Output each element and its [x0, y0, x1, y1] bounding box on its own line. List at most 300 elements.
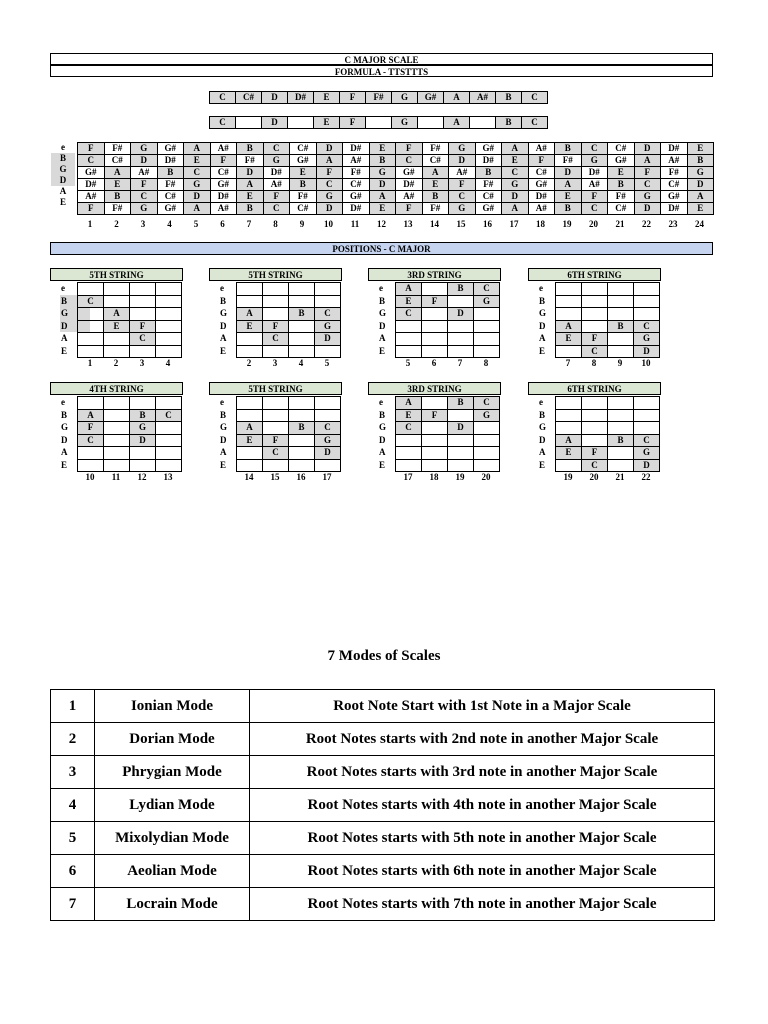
string-label: B [539, 295, 546, 306]
fret-number: 10 [324, 219, 333, 229]
fret-cell: G [449, 203, 476, 215]
position-row [78, 295, 182, 308]
fret-cell: B [237, 143, 264, 155]
position-cell [396, 434, 422, 447]
string-label: G [60, 307, 90, 320]
fret-cell: F [449, 179, 476, 191]
position-row [237, 308, 341, 321]
fret-number: 21 [615, 219, 625, 229]
string-label: D [60, 320, 90, 333]
position-row [556, 409, 660, 422]
fret-cell: E [687, 143, 714, 155]
position-cell: F [422, 409, 448, 422]
string-label: A [61, 333, 68, 343]
position-cell [78, 345, 104, 358]
note-cell: B [496, 92, 522, 104]
fret-cell: A# [78, 191, 105, 203]
note-cell: F# [366, 92, 392, 104]
fret-cell: F [78, 203, 105, 215]
fret-cell: E [608, 167, 635, 179]
fret-cell: C# [608, 203, 635, 215]
position-cell [315, 295, 341, 308]
position-cell [422, 422, 448, 435]
string-label: E [61, 345, 68, 356]
note-cell [418, 117, 444, 129]
scale-title: C MAJOR SCALE [50, 53, 713, 65]
fret-number: 1 [87, 219, 93, 229]
fret-cell: G [263, 155, 290, 167]
string-label: B [60, 295, 90, 308]
position-cell [156, 283, 182, 296]
position-row [396, 333, 500, 346]
position-row [237, 295, 341, 308]
mode-description: Root Notes starts with 4th note in another Major Scale [250, 789, 715, 822]
position-cell [130, 397, 156, 410]
fret-cell: C [449, 191, 476, 203]
position-row [556, 345, 660, 358]
position-cell [156, 434, 182, 447]
fret-cell: F [528, 155, 555, 167]
fret-cell: C [263, 203, 290, 215]
fretboard-row [78, 203, 714, 215]
fret-cell: F# [475, 179, 502, 191]
fret-cell: F [634, 167, 661, 179]
fret-cell: C# [290, 203, 317, 215]
fret-cell: E [184, 155, 211, 167]
mode-number: 3 [51, 756, 95, 789]
fret-cell: A# [263, 179, 290, 191]
position-cell [396, 459, 422, 472]
fret-cell: E [104, 179, 131, 191]
position-row [237, 422, 341, 435]
position-box-frets [77, 472, 183, 482]
fret-cell: D# [343, 143, 370, 155]
fret-cell: F [78, 143, 105, 155]
fret-number: 24 [695, 219, 704, 229]
fret-cell: B [237, 203, 264, 215]
position-box-title: 5TH STRING [209, 268, 342, 281]
string-label: E [539, 345, 546, 356]
position-cell [130, 295, 156, 308]
fret-cell: G# [528, 179, 555, 191]
position-row [78, 447, 182, 460]
position-cell [422, 434, 448, 447]
position-cell [634, 308, 660, 321]
fret-number: 13 [163, 472, 173, 482]
string-label: e [539, 283, 543, 293]
position-cell: C [78, 434, 104, 447]
fret-number: 5 [324, 358, 330, 368]
position-cell [289, 283, 315, 296]
position-row [237, 283, 341, 296]
position-cell [104, 333, 130, 346]
fret-cell: G# [661, 191, 688, 203]
fretboard-row [78, 191, 714, 203]
position-box [50, 382, 210, 486]
position-row [237, 447, 341, 460]
note-cell: A [444, 92, 470, 104]
note-row [210, 117, 548, 129]
position-cell: C [396, 422, 422, 435]
position-row [78, 333, 182, 346]
position-cell [156, 295, 182, 308]
position-cell [289, 333, 315, 346]
position-row [396, 459, 500, 472]
position-cell [156, 345, 182, 358]
position-cell [289, 447, 315, 460]
fret-cell: A [316, 155, 343, 167]
position-box-title: 6TH STRING [528, 382, 661, 395]
position-cell: E [237, 434, 263, 447]
position-cell [104, 283, 130, 296]
fret-cell: G# [210, 179, 237, 191]
position-cell [474, 345, 500, 358]
fret-number: 19 [563, 472, 573, 482]
fret-cell: F# [157, 179, 184, 191]
position-cell [263, 459, 289, 472]
string-label: e [379, 283, 383, 293]
mode-name: Phrygian Mode [95, 756, 250, 789]
string-label: A [220, 447, 227, 457]
string-label: E [220, 459, 227, 470]
fret-cell: D [131, 155, 158, 167]
fret-cell: F [316, 167, 343, 179]
fret-cell: A [502, 143, 529, 155]
string-label: E [61, 459, 68, 470]
position-box-frets [395, 472, 501, 482]
position-cell [396, 320, 422, 333]
fret-number: 18 [536, 219, 545, 229]
note-cell: A [444, 117, 470, 129]
fret-cell: G# [290, 155, 317, 167]
fret-number: 15 [270, 472, 280, 482]
fret-cell: A# [396, 191, 423, 203]
position-cell: E [396, 295, 422, 308]
fret-cell: D# [661, 203, 688, 215]
position-cell [582, 434, 608, 447]
position-cell [556, 397, 582, 410]
fret-number: 4 [298, 358, 304, 368]
fret-cell: C [263, 143, 290, 155]
fret-cell: A [184, 143, 211, 155]
fret-cell: A# [581, 179, 608, 191]
fret-number: 7 [246, 219, 252, 229]
position-cell [396, 447, 422, 460]
fret-cell: A# [528, 203, 555, 215]
position-cell: C [582, 345, 608, 358]
string-label: e [61, 397, 65, 407]
fret-number: 16 [296, 472, 306, 482]
fret-cell: A# [210, 203, 237, 215]
position-cell [608, 459, 634, 472]
position-row [78, 283, 182, 296]
string-label: A [379, 447, 386, 457]
position-cell [156, 308, 182, 321]
fret-cell: G# [396, 167, 423, 179]
position-cell [78, 459, 104, 472]
position-row [396, 320, 500, 333]
position-cell: A [556, 320, 582, 333]
note-cell: D [262, 117, 288, 129]
position-cell: F [263, 320, 289, 333]
position-row [396, 283, 500, 296]
fret-number: 20 [481, 472, 491, 482]
fret-cell: F# [343, 167, 370, 179]
string-label: B [379, 409, 386, 420]
fret-number: 2 [114, 219, 119, 229]
position-cell: F [582, 447, 608, 460]
position-cell [263, 345, 289, 358]
position-cell [474, 320, 500, 333]
fret-cell: G [131, 203, 158, 215]
fret-cell: A# [210, 143, 237, 155]
position-cell: G [130, 422, 156, 435]
note-cell: C [210, 117, 236, 129]
position-row [78, 422, 182, 435]
position-box-grid [555, 282, 660, 358]
fret-cell: E [687, 203, 714, 215]
mode-row [51, 723, 715, 756]
fret-cell: F# [555, 155, 582, 167]
position-cell [289, 459, 315, 472]
position-cell [448, 409, 474, 422]
position-cell: C [263, 447, 289, 460]
fret-number: 8 [483, 358, 489, 368]
position-cell [104, 422, 130, 435]
string-label: G [539, 308, 547, 318]
position-cell [448, 295, 474, 308]
string-label: E [220, 345, 227, 356]
fret-cell: D# [78, 179, 105, 191]
fret-cell: C# [343, 179, 370, 191]
position-cell [78, 283, 104, 296]
position-cell [237, 283, 263, 296]
fret-cell: D# [528, 191, 555, 203]
fret-cell: C# [290, 143, 317, 155]
fret-cell: A# [528, 143, 555, 155]
note-cell: B [496, 117, 522, 129]
fret-cell: G [316, 191, 343, 203]
fret-number: 3 [272, 358, 278, 368]
position-cell [634, 409, 660, 422]
position-cell: G [474, 295, 500, 308]
fret-cell: G [687, 167, 714, 179]
fret-cell: F# [104, 203, 131, 215]
string-label: D [379, 434, 386, 445]
fret-cell: G [449, 143, 476, 155]
fret-cell: D [369, 179, 396, 191]
fret-number: 3 [139, 358, 145, 368]
note-cell: D [262, 92, 288, 104]
string-label: D [379, 320, 386, 331]
position-cell [104, 409, 130, 422]
position-cell [422, 320, 448, 333]
position-cell [608, 422, 634, 435]
fret-number: 9 [299, 219, 305, 229]
position-box-frets [77, 358, 183, 368]
position-cell [104, 459, 130, 472]
position-cell [237, 345, 263, 358]
fret-number: 18 [429, 472, 439, 482]
fret-cell: G [581, 155, 608, 167]
position-cell [422, 283, 448, 296]
string-label: e [379, 397, 383, 407]
position-cell [422, 345, 448, 358]
fret-number: 22 [642, 219, 651, 229]
position-cell [582, 295, 608, 308]
fret-cell: A# [661, 155, 688, 167]
fret-cell: C [581, 203, 608, 215]
string-label: E [59, 197, 66, 208]
string-label: e [220, 283, 224, 293]
position-box-title: 4TH STRING [50, 382, 183, 395]
fret-number: 13 [403, 219, 413, 229]
position-cell [104, 295, 130, 308]
scale-formula: FORMULA - TTSTTTS [50, 65, 713, 77]
fret-cell: D# [396, 179, 423, 191]
position-cell: C [634, 320, 660, 333]
mode-description: Root Notes starts with 6th note in another Major Scale [250, 855, 715, 888]
position-cell [130, 345, 156, 358]
position-cell: G [315, 434, 341, 447]
position-row [556, 295, 660, 308]
position-cell [448, 459, 474, 472]
fret-number: 5 [405, 358, 411, 368]
mode-number: 6 [51, 855, 95, 888]
note-cell: D# [288, 92, 314, 104]
fret-number: 2 [246, 358, 252, 368]
mode-name: Lydian Mode [95, 789, 250, 822]
fret-cell: D [555, 167, 582, 179]
position-row [78, 409, 182, 422]
fret-number: 4 [165, 358, 171, 368]
position-cell: G [634, 333, 660, 346]
position-cell [556, 295, 582, 308]
fret-cell: E [502, 155, 529, 167]
note-cell [470, 117, 496, 129]
position-box-grid [395, 282, 500, 358]
position-cell [78, 447, 104, 460]
position-cell [237, 295, 263, 308]
fret-cell: F# [422, 203, 449, 215]
string-label: B [51, 153, 75, 164]
position-cell [156, 397, 182, 410]
position-cell [104, 434, 130, 447]
position-cell [608, 283, 634, 296]
position-row [396, 447, 500, 460]
position-cell [448, 434, 474, 447]
mode-number: 1 [51, 690, 95, 723]
fret-number: 17 [509, 219, 519, 229]
position-cell: E [556, 333, 582, 346]
fret-cell: F [396, 203, 423, 215]
position-row [556, 283, 660, 296]
fret-cell: A# [343, 155, 370, 167]
position-cell [130, 283, 156, 296]
position-box-title: 5TH STRING [50, 268, 183, 281]
position-cell [263, 409, 289, 422]
mode-row [51, 756, 715, 789]
position-cell [104, 345, 130, 358]
fret-cell: F# [104, 143, 131, 155]
fret-cell: E [369, 143, 396, 155]
fret-cell: G# [608, 155, 635, 167]
string-label: A [61, 447, 68, 457]
position-row [237, 333, 341, 346]
fret-number: 21 [615, 472, 625, 482]
position-cell [289, 295, 315, 308]
fret-cell: C [396, 155, 423, 167]
mode-description: Root Notes starts with 5th note in another Major Scale [250, 822, 715, 855]
fret-cell: B [555, 143, 582, 155]
position-cell: C [474, 283, 500, 296]
position-cell: A [104, 308, 130, 321]
fret-cell: E [422, 179, 449, 191]
string-label: A [539, 447, 546, 457]
position-cell [634, 295, 660, 308]
fret-cell: F# [661, 167, 688, 179]
position-cell [422, 397, 448, 410]
position-cell [263, 295, 289, 308]
fret-cell: C# [608, 143, 635, 155]
string-label: D [220, 320, 227, 331]
position-cell [448, 333, 474, 346]
fret-number: 7 [565, 358, 571, 368]
fret-cell: D [237, 167, 264, 179]
note-cell [236, 117, 262, 129]
note-cell: E [314, 92, 340, 104]
position-box-grid [555, 396, 660, 472]
fret-number: 6 [431, 358, 437, 368]
position-cell: A [237, 422, 263, 435]
position-cell: C [156, 409, 182, 422]
fret-cell: C# [157, 191, 184, 203]
mode-name: Locrain Mode [95, 888, 250, 921]
note-row [210, 92, 548, 104]
positions-title: POSITIONS - C MAJOR [50, 242, 713, 255]
fret-cell: C# [475, 191, 502, 203]
fret-cell: G# [475, 203, 502, 215]
fret-cell: C [316, 179, 343, 191]
position-row [237, 459, 341, 472]
position-cell: F [78, 422, 104, 435]
position-cell: C [78, 295, 104, 308]
fret-cell: G [184, 179, 211, 191]
fret-cell: A [237, 179, 264, 191]
position-cell: A [396, 283, 422, 296]
position-box-grid [395, 396, 500, 472]
fret-cell: G [131, 143, 158, 155]
fret-cell: E [555, 191, 582, 203]
position-cell: C [130, 333, 156, 346]
fretboard-row [78, 167, 714, 179]
fret-cell: F [581, 191, 608, 203]
position-cell [156, 422, 182, 435]
position-box-grid [236, 282, 341, 358]
position-cell [422, 459, 448, 472]
position-cell [263, 422, 289, 435]
position-cell: D [315, 333, 341, 346]
position-row [556, 308, 660, 321]
position-cell: C [263, 333, 289, 346]
fret-cell: A [502, 203, 529, 215]
position-cell [263, 397, 289, 410]
fret-cell: C# [210, 167, 237, 179]
fret-number: 17 [322, 472, 332, 482]
fret-cell: D# [661, 143, 688, 155]
position-cell: A [556, 434, 582, 447]
fretboard-row [78, 143, 714, 155]
